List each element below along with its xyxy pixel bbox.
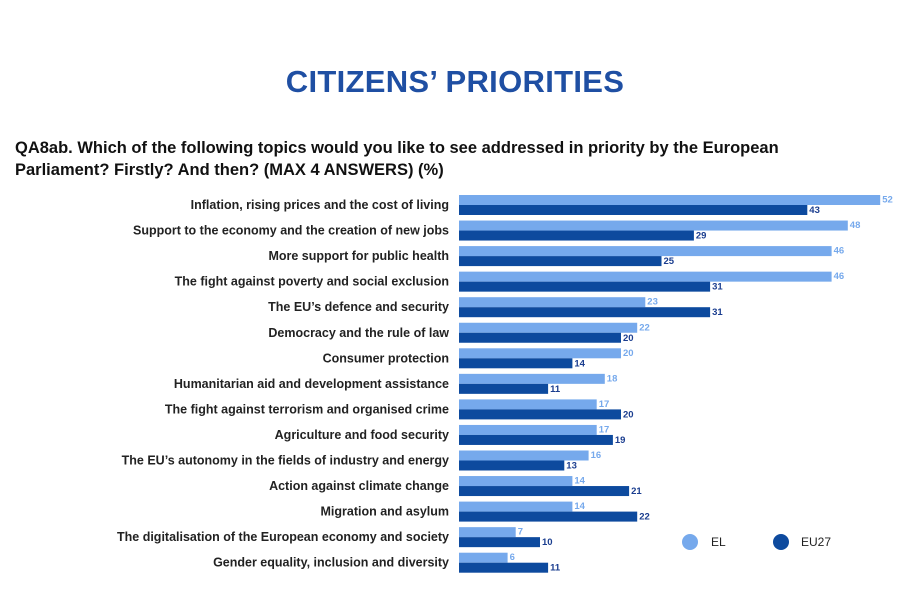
bar-el xyxy=(459,553,508,563)
bar-el xyxy=(459,195,880,205)
category-label: Democracy and the rule of law xyxy=(268,325,449,340)
bar-el xyxy=(459,246,832,256)
category-label: Action against climate change xyxy=(269,479,449,494)
question-text: QA8ab. Which of the following topics would you like to see addressed in priority by the European Parliament? Firstly? And then? (MAX 4 ANSWERS) (%) xyxy=(15,139,779,179)
bar-eu27 xyxy=(459,435,613,445)
bar-eu27 xyxy=(459,486,629,496)
category-label: Migration and asylum xyxy=(320,504,449,519)
category-label: Inflation, rising prices and the cost of living xyxy=(190,198,449,212)
value-label-eu27: 11 xyxy=(550,562,561,574)
value-label-el: 22 xyxy=(639,322,650,334)
bar-eu27 xyxy=(459,563,548,573)
bar-eu27 xyxy=(459,512,637,522)
value-label-eu27: 20 xyxy=(623,332,634,344)
value-label-el: 14 xyxy=(574,501,585,513)
bar-eu27 xyxy=(459,282,710,292)
legend-el-label: EL xyxy=(711,535,726,549)
bar-eu27 xyxy=(459,205,807,215)
category-label: Gender equality, inclusion and diversity xyxy=(213,555,449,570)
bar-eu27 xyxy=(459,333,621,343)
bar-el xyxy=(459,399,597,409)
category-label: Humanitarian aid and development assistance xyxy=(173,376,449,391)
value-label-eu27: 14 xyxy=(574,358,585,370)
value-label-el: 17 xyxy=(598,398,610,410)
bar-el xyxy=(459,374,605,384)
bar-eu27 xyxy=(459,231,694,241)
bar-eu27 xyxy=(459,256,662,266)
value-label-eu27: 21 xyxy=(631,486,642,498)
value-label-eu27: 11 xyxy=(550,383,561,395)
legend-eu27-label: EU27 xyxy=(801,535,832,549)
value-label-el: 46 xyxy=(833,271,845,283)
value-label-eu27: 20 xyxy=(623,409,634,421)
bar-el xyxy=(459,221,848,231)
bar-el xyxy=(459,323,637,333)
value-label-el: 14 xyxy=(574,475,585,487)
bar-eu27 xyxy=(459,307,710,317)
bar-el xyxy=(459,451,589,461)
category-label: The digitalisation of the European economy and society xyxy=(117,530,449,545)
bar-el xyxy=(459,272,832,282)
legend-el-marker xyxy=(682,534,698,550)
value-label-el: 18 xyxy=(606,373,618,385)
category-label: The fight against poverty and social exclusion xyxy=(174,274,449,289)
category-label: Support to the economy and the creation of new jobs xyxy=(133,223,449,238)
legend-eu27-marker xyxy=(773,534,789,550)
value-label-eu27: 13 xyxy=(566,460,577,472)
category-label: The EU’s defence and security xyxy=(268,300,449,315)
value-label-eu27: 25 xyxy=(663,256,675,268)
value-label-el: 48 xyxy=(849,220,861,232)
value-label-el: 20 xyxy=(623,347,634,359)
category-label: Consumer protection xyxy=(322,351,449,366)
bar-eu27 xyxy=(459,461,564,471)
bar-el xyxy=(459,348,621,358)
value-label-eu27: 31 xyxy=(712,281,723,293)
value-label-eu27: 29 xyxy=(695,230,707,242)
category-label: Agriculture and food security xyxy=(274,427,449,442)
bar-eu27 xyxy=(459,358,572,368)
bar-eu27 xyxy=(459,537,540,547)
category-label: More support for public health xyxy=(268,249,449,264)
value-label-eu27: 19 xyxy=(614,434,626,446)
bar-el xyxy=(459,476,572,486)
bar-eu27 xyxy=(459,384,548,394)
bar-el xyxy=(459,297,645,307)
value-label-eu27: 43 xyxy=(809,205,820,216)
value-label-el: 23 xyxy=(647,296,658,308)
value-label-eu27: 22 xyxy=(639,511,650,523)
bar-el xyxy=(459,425,597,435)
bar-el xyxy=(459,502,572,512)
value-label-eu27: 31 xyxy=(712,307,723,319)
value-label-el: 16 xyxy=(590,450,602,461)
page-title: CITIZENS’ PRIORITIES xyxy=(285,64,625,99)
category-label: The EU’s autonomy in the fields of industry and energy xyxy=(121,453,449,468)
value-label-el: 7 xyxy=(517,526,523,538)
bar-eu27 xyxy=(459,409,621,419)
bar-el xyxy=(459,527,516,537)
value-label-eu27: 10 xyxy=(542,537,553,549)
value-label-el: 52 xyxy=(882,194,893,206)
category-label: The fight against terrorism and organised crime xyxy=(164,402,449,417)
value-label-el: 17 xyxy=(598,424,610,436)
value-label-el: 6 xyxy=(509,552,515,564)
value-label-el: 46 xyxy=(833,245,845,257)
